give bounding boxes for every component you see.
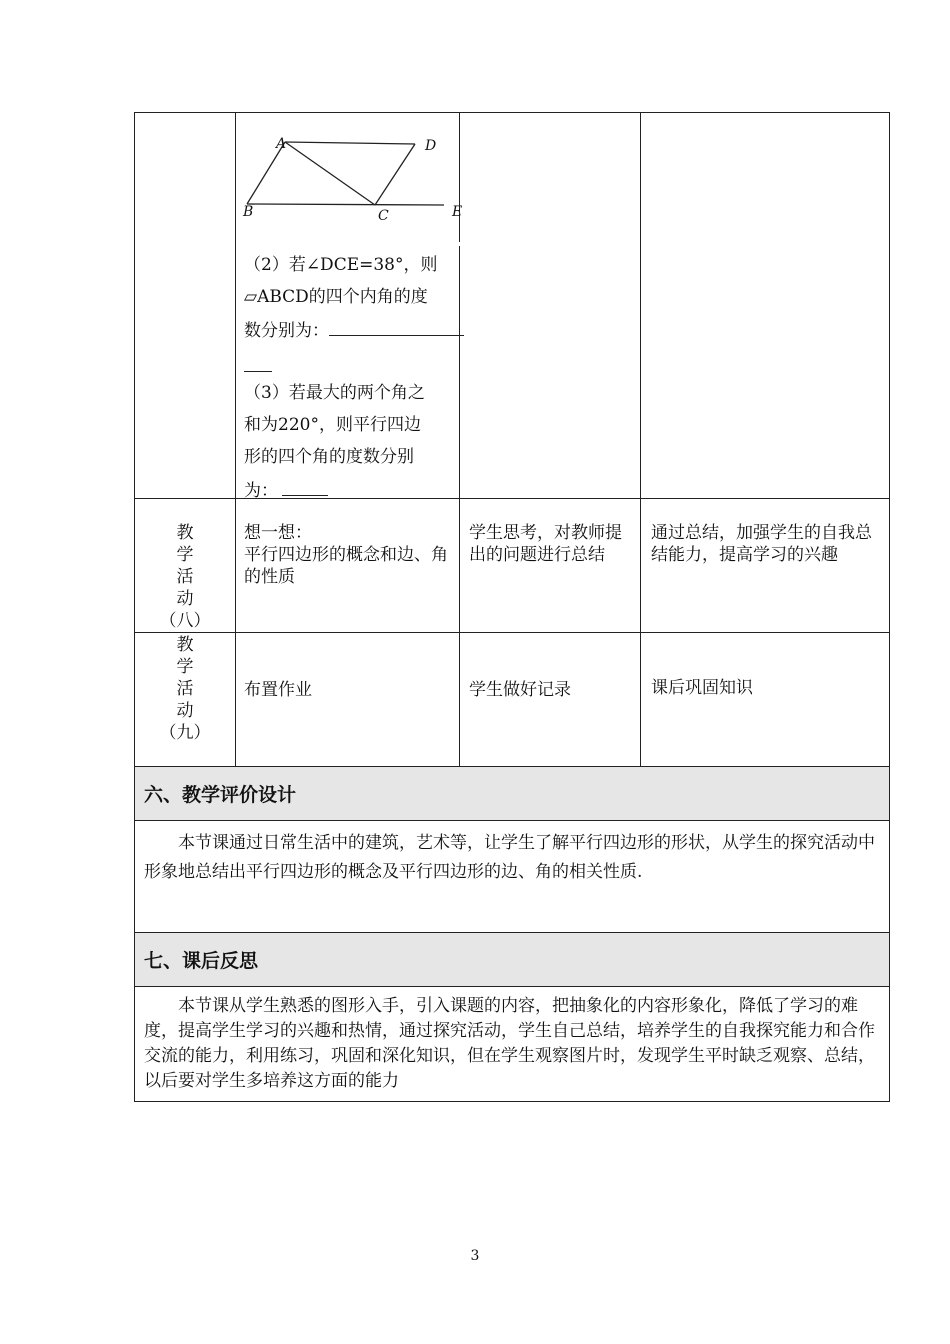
row-divider-s7-body bbox=[134, 986, 890, 987]
q3-answer-blank[interactable] bbox=[282, 478, 328, 496]
row-divider-s6-body bbox=[134, 820, 890, 821]
q2-answer-blank[interactable] bbox=[329, 318, 464, 336]
segment-ad bbox=[285, 142, 415, 144]
row9-label bbox=[138, 634, 232, 744]
q3-line4 bbox=[244, 478, 328, 502]
segment-ac bbox=[285, 142, 375, 205]
q2-line2: ▱ABCD的四个内角的度 bbox=[244, 287, 428, 307]
row9-label-char: （九） bbox=[159, 723, 211, 743]
q2-line3 bbox=[244, 318, 464, 342]
row9-design-intent: 课后巩固知识 bbox=[651, 678, 753, 698]
section7-body: 本节课从学生熟悉的图形入手，引入课题的内容，把抽象化的内容形象化，降低了学习的难度，提高学生学习的兴趣和热情，通过探究活动，学生自己总结，培养学生的自我探究能力和合作交流的能力，利用练习，巩固和深化知识，但在学生观察图片时，发现学生平时缺乏观察、总结，以后要对学生多培养这方面的能力 bbox=[144, 996, 875, 1091]
segment-dc bbox=[375, 144, 415, 205]
table-top-border bbox=[134, 112, 890, 113]
row8-label-char: 教 bbox=[176, 523, 194, 543]
parallelogram-figure bbox=[240, 130, 465, 230]
row8-teacher-title: 想一想： bbox=[244, 523, 312, 543]
segment-be bbox=[247, 204, 444, 205]
label-b: B bbox=[243, 204, 254, 220]
row8-label-char: （八） bbox=[159, 611, 211, 631]
row8-student-activity: 学生思考，对教师提出的问题进行总结 bbox=[469, 523, 622, 565]
q2-line3-text: 数分别为： bbox=[244, 321, 329, 341]
row9-label-char: 动 bbox=[176, 701, 194, 721]
q3-line3: 形的四个角的度数分别 bbox=[244, 447, 414, 467]
label-a: A bbox=[276, 136, 287, 152]
section6-heading: 六、教学评价设计 bbox=[144, 784, 297, 806]
row-divider-9 bbox=[134, 632, 890, 633]
col-divider-1 bbox=[235, 112, 236, 766]
row9-teacher-activity: 布置作业 bbox=[244, 680, 312, 700]
row9-student-activity: 学生做好记录 bbox=[469, 680, 571, 700]
section7-heading: 七、课后反思 bbox=[144, 950, 259, 972]
row8-teacher-activity bbox=[244, 522, 454, 588]
table-bottom-border bbox=[134, 1101, 890, 1102]
col-divider-3 bbox=[640, 112, 641, 766]
row8-label bbox=[138, 522, 232, 632]
page-number: 3 bbox=[470, 1248, 480, 1264]
q3-line2: 和为220°，则平行四边 bbox=[244, 415, 421, 435]
row8-label-char: 活 bbox=[176, 567, 194, 587]
q3-line1: （3）若最大的两个角之 bbox=[244, 383, 425, 403]
q2-line1: （2）若∠DCE=38°，则 bbox=[244, 255, 438, 275]
row9-label-char: 活 bbox=[176, 679, 194, 699]
row9-label-char: 学 bbox=[176, 657, 194, 677]
row8-teacher-body: 平行四边形的概念和边、角的性质 bbox=[244, 545, 448, 587]
q2-answer-blank-continued[interactable] bbox=[244, 371, 272, 372]
row8-label-char: 学 bbox=[176, 545, 194, 565]
row8-design-intent: 通过总结，加强学生的自我总结能力，提高学习的兴趣 bbox=[651, 523, 872, 565]
q3-line4-text: 为： bbox=[244, 481, 278, 501]
label-c: C bbox=[378, 208, 389, 224]
label-e: E bbox=[452, 204, 463, 220]
row8-label-char: 动 bbox=[176, 589, 194, 609]
row9-label-char: 教 bbox=[176, 635, 194, 655]
table-right-border bbox=[889, 112, 890, 1102]
label-d: D bbox=[425, 138, 437, 154]
section6-body: 本节课通过日常生活中的建筑，艺术等，让学生了解平行四边形的形状，从学生的探究活动中形象地总结出平行四边形的概念及平行四边形的边、角的相关性质. bbox=[144, 833, 875, 882]
